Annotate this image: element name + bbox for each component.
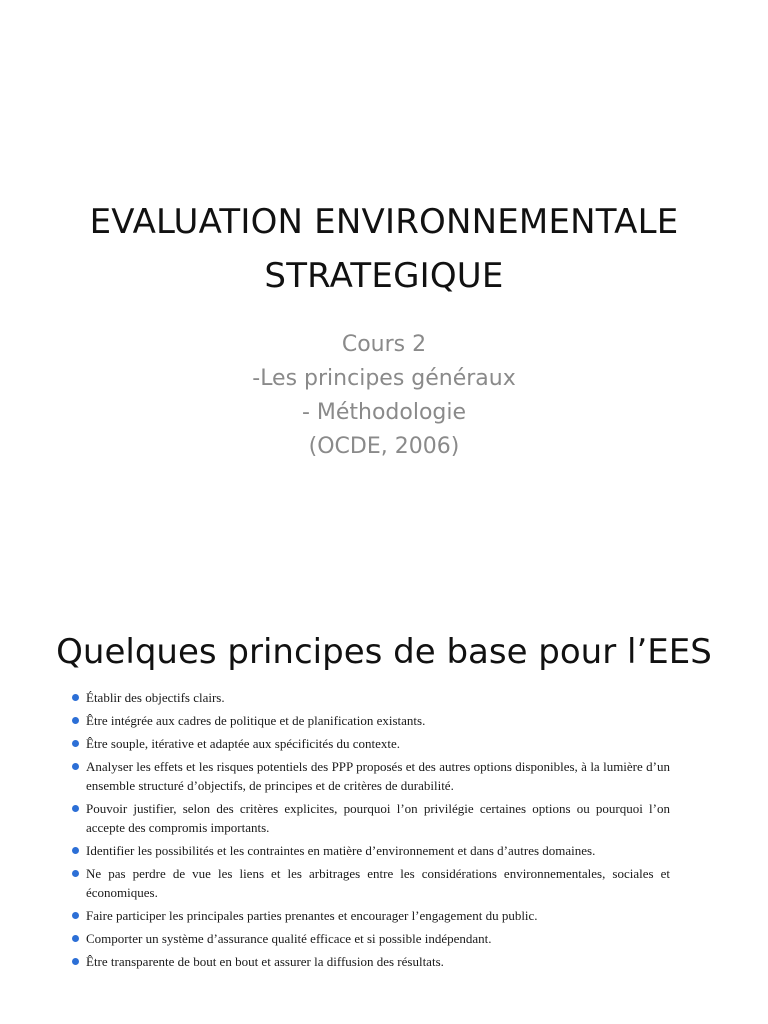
bullet-dot-icon: [72, 805, 79, 812]
list-item-text: Être souple, itérative et adaptée aux spécificités du contexte.: [86, 736, 401, 751]
list-item-text: Ne pas perdre de vue les liens et les arbitrages entre les considérations environnementales, sociales et économiques.: [86, 866, 670, 900]
bullet-dot-icon: [72, 847, 79, 854]
list-item: [70, 929, 670, 948]
subtitle-line: - Méthodologie: [301, 400, 467, 425]
bullet-dot-icon: [72, 935, 79, 942]
list-item: [70, 841, 670, 860]
subtitle-line: -Les principes généraux: [252, 366, 516, 391]
bullet-dot-icon: [72, 912, 79, 919]
list-item: [70, 711, 670, 730]
list-item-text: Faire participer les principales parties prenantes et encourager l’engagement du public.: [86, 908, 538, 923]
list-item: [70, 688, 670, 707]
list-item: [70, 799, 670, 837]
subtitle-line: (OCDE, 2006): [308, 434, 460, 459]
content-slide-title: Quelques principes de base pour l’EES: [56, 632, 712, 672]
subtitle-line: Cours 2: [341, 332, 427, 357]
list-item-text: Pouvoir justifier, selon des critères explicites, pourquoi l’on privilégie certaines options ou pourquoi l’on accepte des compromis importants.: [86, 801, 670, 835]
list-item: [70, 952, 670, 971]
slide-title-line: STRATEGIQUE: [264, 256, 504, 296]
list-item: [70, 734, 670, 753]
list-item-text: Comporter un système d’assurance qualité efficace et si possible indépendant.: [86, 931, 492, 946]
bullet-dot-icon: [72, 958, 79, 965]
list-item-text: Être intégrée aux cadres de politique et de planification existants.: [86, 713, 426, 728]
bullet-dot-icon: [72, 763, 79, 770]
slide-title-line: EVALUATION ENVIRONNEMENTALE: [89, 202, 679, 242]
list-item-text: Être transparente de bout en bout et assurer la diffusion des résultats.: [86, 954, 444, 969]
bullet-dot-icon: [72, 717, 79, 724]
list-item-text: Identifier les possibilités et les contraintes en matière d’environnement et dans d’autres domaines.: [86, 843, 596, 858]
list-item: [70, 906, 670, 925]
list-item-text: Analyser les effets et les risques potentiels des PPP proposés et des autres options disponibles, à la lumière d’un ensemble structuré d’objectifs, de principes et de critères de durabilité.: [86, 759, 670, 793]
list-item: [70, 757, 670, 795]
principles-list: [70, 688, 670, 975]
bullet-dot-icon: [72, 870, 79, 877]
slide-subtitle: [0, 328, 768, 464]
list-item-text: Établir des objectifs clairs.: [86, 690, 225, 705]
content-slide: [0, 512, 768, 1024]
list-item: [70, 864, 670, 902]
slide-title: [0, 195, 768, 303]
bullet-dot-icon: [72, 740, 79, 747]
bullet-dot-icon: [72, 694, 79, 701]
